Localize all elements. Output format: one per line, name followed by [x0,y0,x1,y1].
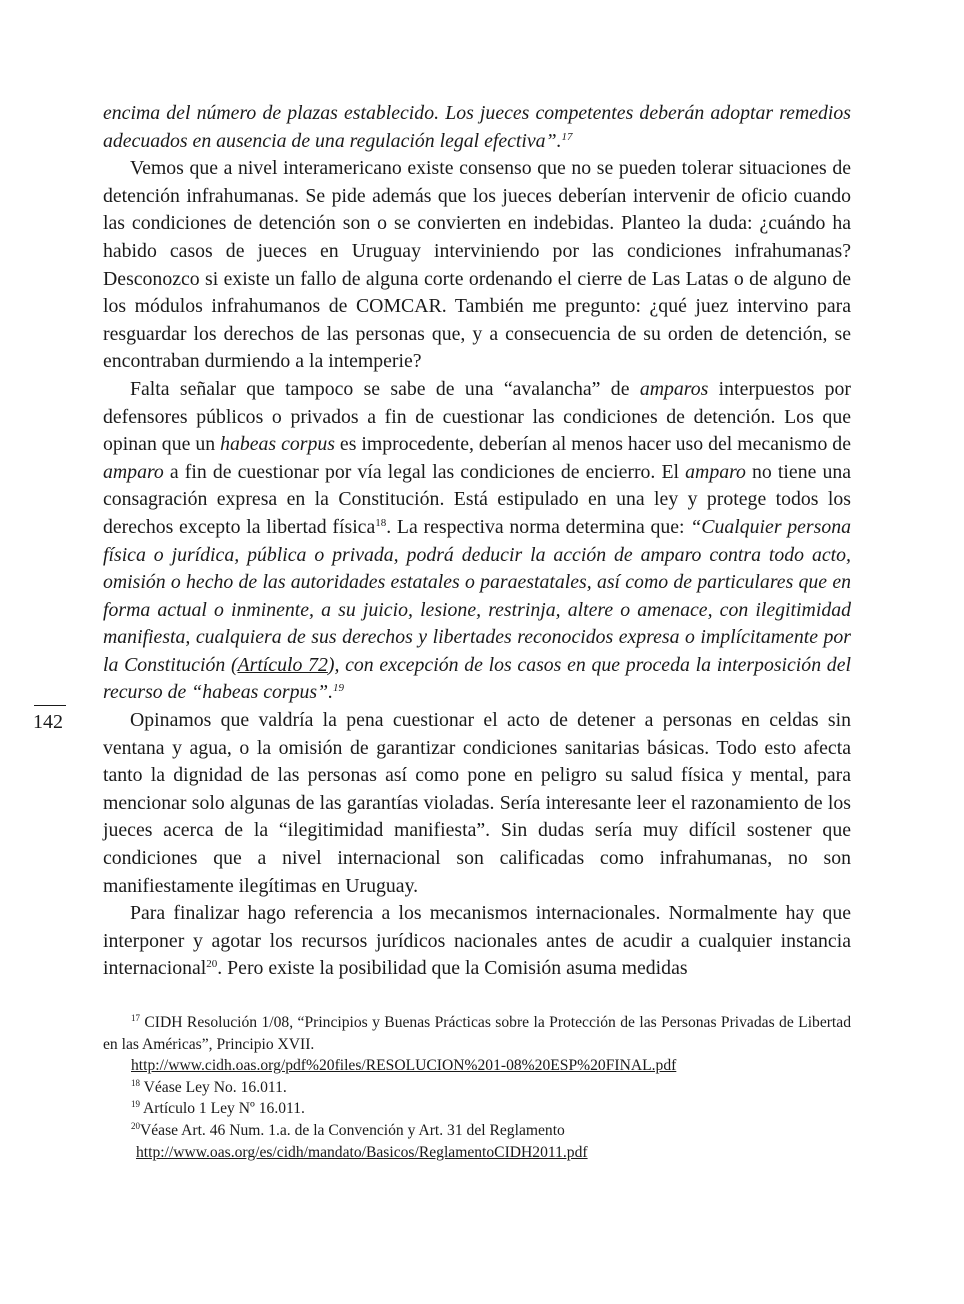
p3-text-j: . La respectiva norma determina que: [386,515,691,538]
p3-term-amparo-1: amparo [103,460,164,483]
p3-text-g: a fin de cuestionar por vía legal las condiciones de encierro. El [163,460,686,483]
p3-term-amparos: amparos [639,377,709,400]
paragraph-2: Vemos que a nivel interamericano existe consenso que no se pueden tolerar situaciones de detención infrahumanas. Se pide además que los jueces deberían intervenir de oficio cuando las condiciones de detención son o se convierten en indebidas. Planteo la duda: ¿cuándo ha habido casos de jueces en Uruguay interviniendo por las condiciones infrahumanas? Desconozco si existe un fallo de alguna corte ordenando el cierre de Las Latas o de alguno de los módulos infrahumanos de COMCAR. También me pregunto: ¿qué juez intervino para resguardar los derechos de las personas que, y a consecuencia de su orden de detención, se encontraban durmiendo a la intemperie? [103,157,851,373]
page-number: 142 [33,711,63,733]
p3-term-amparo-2: amparo [685,460,746,483]
footnote-20 [103,1120,851,1142]
paragraph-1 [103,100,851,155]
p3-term-habeas-corpus: habeas corpus [220,433,335,456]
footnote-18-text: Véase Ley No. 16.011. [140,1078,287,1096]
footnotes [103,1012,851,1163]
footnote-19 [103,1098,851,1120]
footnote-19-number: 19 [131,1099,140,1110]
footnote-20-number: 20 [131,1120,140,1131]
p3-text-a: Falta señalar que tampoco se sabe de una “avalancha” de [130,377,640,400]
p3-quote-b: ), con excepción de los casos en que proceda la interposición del recurso de “habeas corpus”. [103,653,851,704]
footnote-17-link[interactable]: http://www.cidh.oas.org/pdf%20files/RESOLUCION%201-08%20ESP%20FINAL.pdf [131,1057,677,1075]
p3-text-i: no tiene una consagración expresa en la Constitución. Está estipulado en una ley y protege todos los derechos excepto la libertad física [103,460,852,538]
p5-text-b: . Pero existe la posibilidad que la Comisión asuma medidas [217,957,688,980]
paragraph-3 [103,376,851,707]
footnote-ref-18[interactable]: 18 [375,516,387,529]
p3-text-c: interpuestos por defensores públicos o privados a fin de cuestionar las condiciones de detención. Los que opinan que un [103,377,851,456]
footnote-20-text: Véase Art. 46 Num. 1.a. de la Convención y Art. 31 del Reglamento [140,1121,565,1139]
body-text [103,100,851,983]
footnote-18 [103,1077,851,1099]
footnote-20-link[interactable]: http://www.oas.org/es/cidh/mandato/Basicos/ReglamentoCIDH2011.pdf [136,1143,588,1161]
footnote-18-number: 18 [131,1077,140,1088]
footnote-20-url-line [103,1142,851,1164]
p1-text: encima del número de plazas establecido. Los jueces competentes deberán adoptar remedios adecuados en ausencia de una regulación legal efectiva”. [103,102,851,152]
p3-quote-a: “Cualquier persona física o jurídica, pública o privada, podrá deducir la acción de amparo contra todo acto, omisión o hecho de las autoridades estatales o paraestatales, así como de particulares que en forma actual o inminente, a su juicio, lesione, restrinja, altere o amenace, con ilegitimidad manifiesta, cualquiera de sus derechos y libertades reconocidos expresa o implícitamente por la Constitución ( [103,515,851,676]
article-72-link[interactable]: Artículo 72 [237,653,328,676]
footnote-17 [103,1012,851,1055]
paragraph-4: Opinamos que valdría la pena cuestionar el acto de detener a personas en celdas sin ventana y agua, o la omisión de garantizar condiciones sanitarias básicas. Todo esto afecta tanto la dignidad de las personas así como pone en peligro su salud física y mental, para mencionar solo algunas de las garantías violadas. Sería interesante leer el razonamiento de los jueces acerca de la “ilegitimidad manifiesta”. Sin dudas sería muy difícil sostener que condiciones que a nivel internacional son calificadas como infrahumanas, no son manifiestamente ilegítimas en Uruguay. [103,709,851,897]
footnote-ref-17[interactable]: 17 [561,130,573,143]
p3-text-e: es improcedente, deberían al menos hacer uso del mecanismo de [334,433,851,456]
p3-quote [103,516,851,704]
page-number-block [33,705,67,734]
footnote-ref-19[interactable]: 19 [333,682,345,695]
footnote-17-text: CIDH Resolución 1/08, “Principios y Buenas Prácticas sobre la Protección de las Personas Privadas de Libertad en las Américas”, Principio XVII. [103,1014,851,1053]
footnote-19-text: Artículo 1 Ley Nº 16.011. [140,1100,305,1118]
footnote-17-url-line [103,1055,851,1077]
page-number-rule [34,705,66,706]
footnote-ref-20[interactable]: 20 [206,958,218,971]
footnote-17-number: 17 [131,1013,140,1023]
p5-text-a: Para finalizar hago referencia a los mecanismos internacionales. Normalmente hay que interponer y agotar los recursos jurídicos nacionales antes de acudir a cualquier instancia internacional [103,902,851,980]
paragraph-5 [103,900,851,983]
